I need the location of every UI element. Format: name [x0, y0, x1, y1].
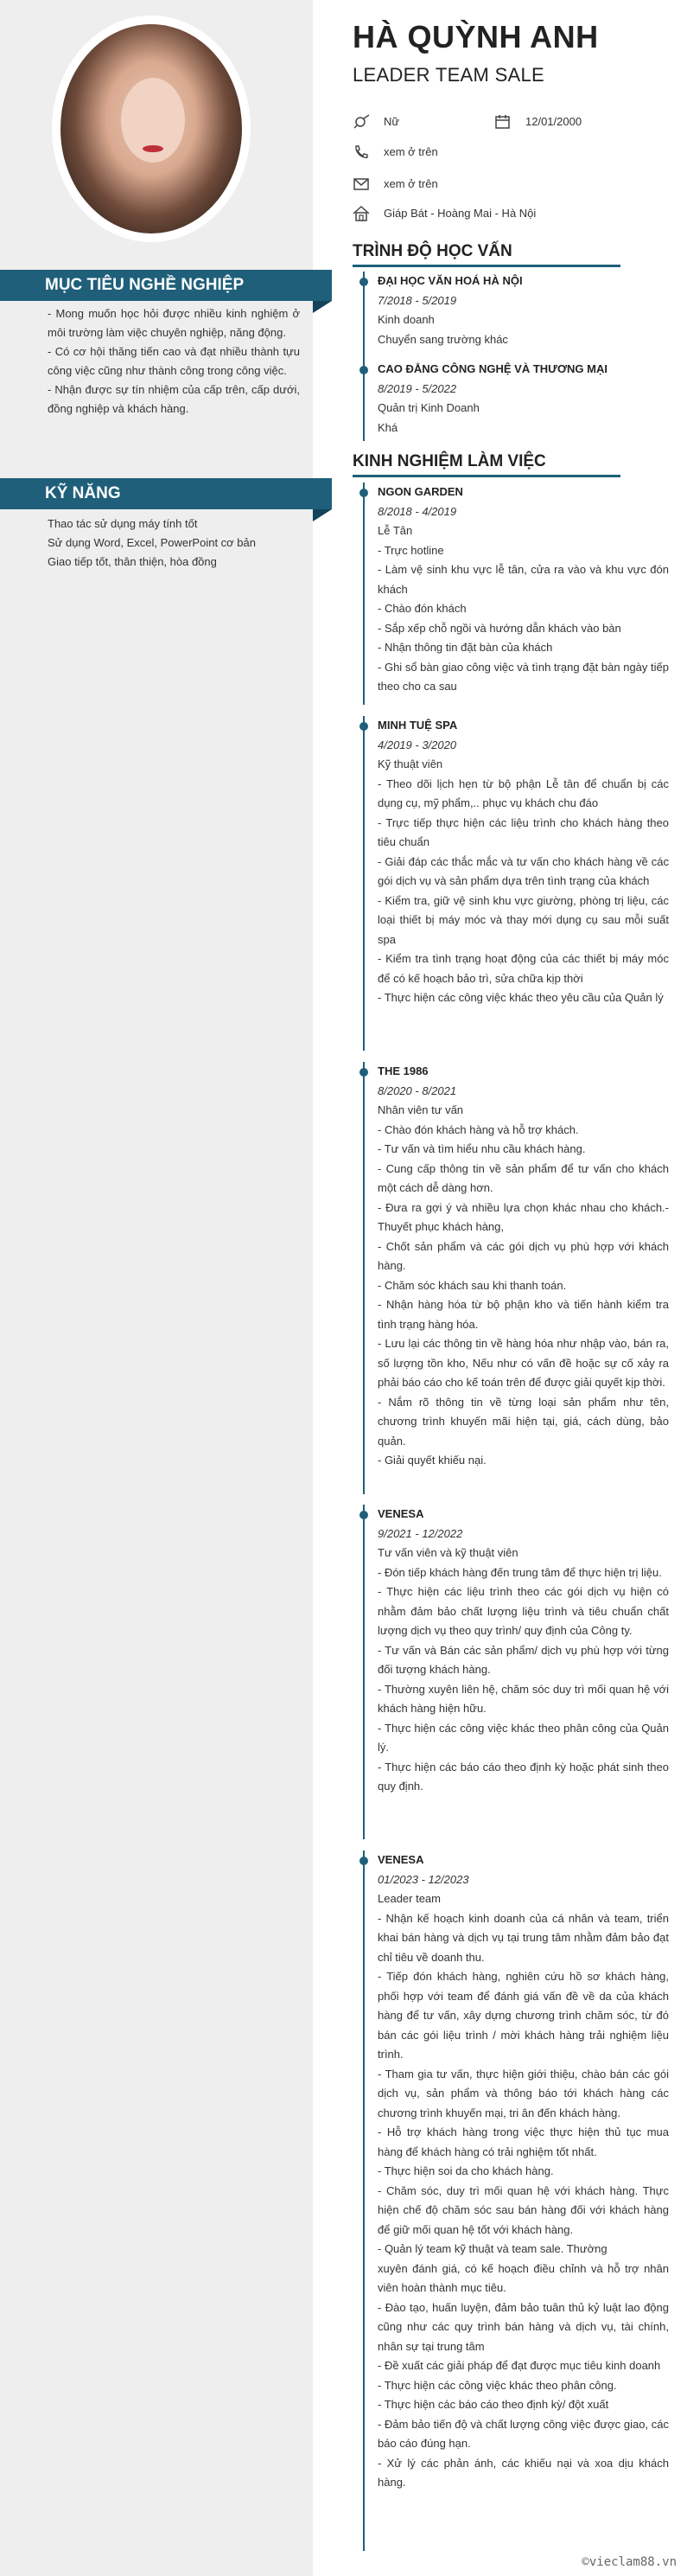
job-duty: - Tiếp đón khách hàng, nghiên cứu hồ sơ khách hàng, phối hợp với team để đánh giá vấn đề về da của khách hàng để tư vấn, xây dựng chương trình chăm sóc, từ đó bán các gói liệu trình / mời khách hàng trải nghiệm liệu trình. [378, 1970, 669, 2061]
job-duty: xuyên đánh giá, có kế hoạch điều chỉnh và hỗ trợ nhân viên hoàn thành mục tiêu. [378, 2261, 669, 2294]
company-name: THE 1986 [378, 1064, 429, 1077]
job-duty: - Làm vệ sinh khu vực lễ tân, cửa ra vào và khu vực đón khách [378, 563, 669, 596]
job-duty: - Nhận hàng hóa từ bộ phận kho và tiến hành kiểm tra tình trạng hàng hóa. [378, 1298, 669, 1331]
skills-title: KỸ NĂNG [45, 484, 121, 502]
education-timeline [363, 272, 365, 441]
job-duty: - Đón tiếp khách hàng đến trung tâm để thực hiện trị liệu. [378, 1565, 662, 1579]
experience-date: 4/2019 - 3/2020 [378, 738, 457, 751]
job-duty: - Thường xuyên liên hệ, chăm sóc duy trì mối quan hệ với khách hàng hiện hữu. [378, 1682, 669, 1715]
job-role: Nhân viên tư vấn [378, 1103, 464, 1116]
job-duty: - Trực hotline [378, 543, 444, 557]
job-role: Tư vấn viên và kỹ thuật viên [378, 1546, 518, 1559]
job-role: Kỹ thuật viên [378, 757, 443, 770]
skill-item: Thao tác sử dụng máy tính tốt [48, 517, 198, 530]
job-duty: - Ghi sổ bàn giao công việc và tình trạng đặt bàn ngày tiếp theo cho ca sau [378, 660, 669, 693]
objective-banner [0, 270, 332, 301]
job-duty: - Thực hiện các công việc khác theo phân công. [378, 2378, 617, 2392]
email-value: xem ở trên [384, 177, 438, 190]
job-role: Leader team [378, 1892, 441, 1905]
skills-banner-fold [313, 509, 332, 521]
education-date: 8/2019 - 5/2022 [378, 381, 457, 395]
job-duty: - Đảm bảo tiến độ và chất lượng công việc được giao, các báo cáo đúng hạn. [378, 2417, 669, 2450]
job-duty: - Chốt sản phẩm và các gói dịch vụ phù hợp với khách hàng. [378, 1239, 669, 1272]
job-duty: - Chào đón khách hàng và hỗ trợ khách. [378, 1122, 579, 1136]
job-duty: - Nắm rõ thông tin về từng loại sản phẩm như tên, chương trình khuyến mãi hiện tại, giá, cách dùng, bảo quản. [378, 1395, 669, 1448]
job-duty: - Đề xuất các giải pháp để đạt được mục tiêu kinh doanh [378, 2359, 661, 2372]
experience-date: 9/2021 - 12/2022 [378, 1526, 463, 1540]
education-detail: Kinh doanh [378, 313, 435, 326]
avatar [60, 24, 242, 233]
skills-list [48, 515, 300, 572]
school-name: CAO ĐẲNG CÔNG NGHỆ VÀ THƯƠNG MẠI [378, 362, 607, 375]
timeline-dot [359, 278, 368, 286]
experience-timeline [363, 716, 365, 1051]
experience-entry [378, 483, 669, 697]
experience-date: 01/2023 - 12/2023 [378, 1872, 469, 1886]
timeline-dot [359, 1068, 368, 1077]
experience-timeline [363, 483, 365, 705]
job-duty: - Cung cấp thông tin về sản phẩm để tư vấn cho khách một cách dễ dàng hơn. [378, 1161, 669, 1194]
job-duty: - Giải quyết khiếu nại. [378, 1454, 487, 1467]
gender-icon [353, 114, 372, 130]
company-name: NGON GARDEN [378, 485, 463, 498]
job-duty: - Thực hiện các báo cáo theo định kỳ hoặc phát sinh theo quy định. [378, 1760, 669, 1793]
candidate-title: LEADER TEAM SALE [353, 64, 545, 86]
experience-entry [378, 716, 669, 1008]
phone-value: xem ở trên [384, 145, 438, 158]
timeline-dot [359, 722, 368, 731]
job-duty: - Xử lý các phản ánh, các khiếu nại và xoa dịu khách hàng. [378, 2456, 669, 2489]
experience-timeline [363, 1851, 365, 2551]
job-duty: - Kiểm tra tình trạng hoạt động của các thiết bị máy móc để có kế hoạch bảo trì, sửa chữa kịp thời [378, 952, 669, 985]
education-underline [353, 265, 620, 267]
gender-value: Nữ [384, 115, 400, 128]
job-duty: - Sắp xếp chỗ ngồi và hướng dẫn khách vào bàn [378, 621, 621, 635]
job-duty: - Quản lý team kỹ thuật và team sale. Thường [378, 2242, 607, 2255]
experience-date: 8/2020 - 8/2021 [378, 1083, 457, 1097]
job-duty: - Tư vấn và Bán các sản phẩm/ dịch vụ phù hợp với từng đối tượng khách hàng. [378, 1643, 669, 1676]
birthdate-value: 12/01/2000 [525, 115, 582, 128]
calendar-icon [494, 114, 512, 130]
job-duty: - Thực hiện các công việc khác theo yêu cầu của Quản lý [378, 991, 664, 1004]
skill-item: Sử dụng Word, Excel, PowerPoint cơ bản [48, 536, 256, 549]
education-date: 7/2018 - 5/2019 [378, 293, 457, 307]
job-duty: - Kiểm tra, giữ vệ sinh khu vực giường, phòng trị liệu, các loại thiết bị máy móc và thay mới dụng cụ sau mỗi suất spa [378, 893, 669, 946]
education-detail: Khá [378, 420, 398, 434]
timeline-dot [359, 1857, 368, 1865]
experience-date: 8/2018 - 4/2019 [378, 504, 457, 518]
education-detail: Chuyển sang trường khác [378, 332, 508, 346]
experience-timeline [363, 1505, 365, 1839]
experience-entry [378, 1851, 669, 2493]
timeline-dot [359, 489, 368, 497]
job-duty: - Đưa ra gợi ý và nhiều lựa chọn khác nhau cho khách.- Thuyết phục khách hàng, [378, 1200, 669, 1233]
education-entry [378, 360, 669, 438]
company-name: MINH TUỆ SPA [378, 719, 458, 732]
job-duty: - Chào đón khách [378, 602, 467, 615]
experience-underline [353, 475, 620, 477]
job-duty: - Nhận thông tin đặt bàn của khách [378, 641, 553, 654]
education-title: TRÌNH ĐỘ HỌC VẤN [353, 242, 512, 260]
timeline-dot [359, 366, 368, 374]
job-role: Lễ Tân [378, 524, 413, 537]
experience-title: KINH NGHIỆM LÀM VIỆC [353, 452, 546, 470]
job-duty: - Chăm sóc, duy trì mối quan hệ với khách hàng. Thực hiện chế độ chăm sóc sau bán hàng đối với khách hàng để giữ mối quan hệ tốt với khách hàng. [378, 2183, 669, 2236]
job-duty: - Tư vấn và tìm hiểu nhu cầu khách hàng. [378, 1142, 586, 1155]
avatar-lips [143, 145, 163, 152]
objective-line: - Mong muốn học hỏi được nhiều kinh nghiệm ở môi trường làm việc chuyên nghiệp, năng động. [48, 307, 300, 339]
job-duty: - Giải đáp các thắc mắc và tư vấn cho khách hàng về các gói dịch vụ và sản phẩm dựa trên tình trạng của khách [378, 854, 669, 887]
job-duty: - Lưu lại các thông tin về hàng hóa như nhập vào, bán ra, số lượng tồn kho, Nếu như có vấn đề hoặc sự cố xảy ra phải báo cáo cho kế toán trên để được giải quyết kịp thời. [378, 1337, 669, 1389]
experience-timeline [363, 1062, 365, 1494]
job-duty: - Trực tiếp thực hiện các liệu trình cho khách hàng theo tiêu chuẩn [378, 815, 669, 848]
email-icon [353, 176, 370, 192]
skill-item: Giao tiếp tốt, thân thiện, hòa đồng [48, 555, 217, 568]
education-entry [378, 272, 669, 349]
job-duty: - Tham gia tư vấn, thực hiện giới thiệu, chào bán các gói dịch vụ, sản phẩm và thông báo tới khách hàng các chương trình khuyến mại, tri ân đến khách hàng. [378, 2067, 669, 2119]
experience-entry [378, 1062, 669, 1471]
school-name: ĐẠI HỌC VĂN HOÁ HÀ NỘI [378, 274, 523, 287]
job-duty: - Đào tạo, huấn luyện, đảm bảo tuân thủ kỷ luật lao động cũng như các quy trình bán hàng và dịch vụ, tài chính, nhân sự tại trung tâm [378, 2300, 669, 2353]
objective-text [48, 304, 300, 419]
objective-line: - Có cơ hội thăng tiến cao và đạt nhiều thành tựu công việc cũng như thành công trong công việc. [48, 345, 300, 377]
job-duty: - Theo dõi lịch hẹn từ bộ phận Lễ tân để chuẩn bị các dụng cụ, mỹ phẩm,.. phục vụ khách chu đáo [378, 777, 669, 809]
experience-entry [378, 1505, 669, 1797]
objective-banner-fold [313, 301, 332, 313]
company-name: VENESA [378, 1507, 424, 1520]
objective-line: - Nhận được sự tín nhiệm của cấp trên, cấp dưới, đồng nghiệp và khách hàng. [48, 383, 300, 415]
job-duty: - Thực hiện các liệu trình theo các gói dịch vụ hiện có nhằm đảm bảo chất lượng liệu trình và tiêu chuẩn chất lượng dịch vụ theo quy trình/ quy định của Công ty. [378, 1585, 669, 1637]
skills-banner [0, 478, 332, 509]
education-detail: Quản trị Kinh Doanh [378, 401, 480, 414]
job-duty: - Thực hiện các báo cáo theo định kỳ/ đột xuất [378, 2398, 609, 2411]
objective-title: MỤC TIÊU NGHỀ NGHIỆP [45, 276, 245, 294]
timeline-dot [359, 1511, 368, 1519]
home-icon [353, 206, 370, 221]
job-duty: - Chăm sóc khách sau khi thanh toán. [378, 1278, 567, 1292]
footer-watermark: ©vieclam88.vn [582, 2555, 677, 2569]
phone-icon [353, 144, 370, 160]
company-name: VENESA [378, 1853, 424, 1866]
job-duty: - Thực hiện soi da cho khách hàng. [378, 2164, 554, 2177]
avatar-frame [52, 16, 251, 242]
job-duty: - Nhận kế hoạch kinh doanh của cá nhân và team, triển khai bán hàng và dịch vụ tại trung tâm nhằm đảm bảo đạt chỉ tiêu về doanh thu. [378, 1911, 669, 1964]
address-value: Giáp Bát - Hoàng Mai - Hà Nội [384, 207, 537, 220]
job-duty: - Hỗ trợ khách hàng trong việc thực hiện thủ tục mua hàng để khách hàng có trải nghiệm tốt nhất. [378, 2125, 669, 2158]
job-duty: - Thực hiện các công việc khác theo phân công của Quản lý. [378, 1721, 669, 1754]
candidate-name: HÀ QUỲNH ANH [353, 19, 599, 54]
